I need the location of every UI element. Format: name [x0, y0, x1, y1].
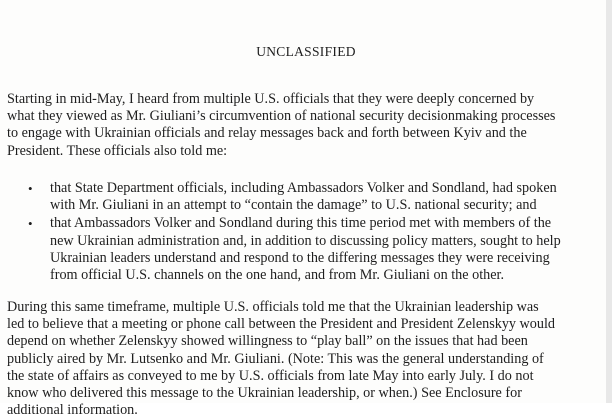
paragraph-2 [7, 299, 607, 419]
paragraph-1-line: to engage with Ukrainian officials and relay messages back and forth between Kyiv and the [7, 125, 527, 142]
paragraph-1-line: what they viewed as Mr. Giuliani’s circumvention of national security decisionmaking processes [7, 108, 556, 125]
paragraph-1-line: President. These officials also told me: [7, 142, 228, 159]
paragraph-1-line: Starting in mid-May, I heard from multiple U.S. officials that they were deeply concerned by [7, 91, 535, 107]
bullet-marker: • [28, 216, 33, 232]
bullet-list [0, 180, 606, 285]
bullet-item [0, 215, 606, 284]
bullet-line: Ukrainian leaders understand and respond to the differing messages they were receiving [50, 249, 550, 266]
paragraph-2-line: the state of affairs as conveyed to me by U.S. officials from late May into early July. I do not [7, 367, 534, 384]
bullet-marker: • [28, 181, 33, 196]
bullet-text [50, 215, 606, 284]
classification-header: UNCLASSIFIED [256, 44, 356, 59]
paragraph-2-line: depend on whether Zelenskyy showed willingness to “play ball” on the issues that had been [7, 333, 528, 350]
paragraph-1 [7, 91, 607, 160]
bullet-item [0, 180, 606, 214]
bullet-line: that Ambassadors Volker and Sondland during this time period met with members of the [50, 215, 552, 232]
paragraph-2-line: publicly aired by Mr. Lutsenko and Mr. Giuliani. (Note: This was the general understanding of [7, 350, 544, 367]
bullet-line: that State Department officials, including Ambassadors Volker and Sondland, had spoken [50, 180, 557, 196]
bullet-text [50, 180, 606, 214]
bullet-line: with Mr. Giuliani in an attempt to “contain the damage” to U.S. national security; and [50, 197, 537, 214]
paragraph-2-line: know who delivered this message to the Ukrainian leadership, or when.) See Enclosure for [7, 385, 522, 402]
bullet-line: from official U.S. channels on the one hand, and from Mr. Giuliani on the other. [50, 267, 505, 284]
paragraph-2-line: led to believe that a meeting or phone call between the President and President Zelenskyy would [7, 316, 556, 333]
paragraph-2-line: During this same timeframe, multiple U.S. officials told me that the Ukrainian leadership was [7, 299, 539, 315]
bullet-line: new Ukrainian administration and, in addition to discussing policy matters, sought to help [50, 232, 561, 249]
paragraph-2-line: additional information. [7, 402, 138, 419]
